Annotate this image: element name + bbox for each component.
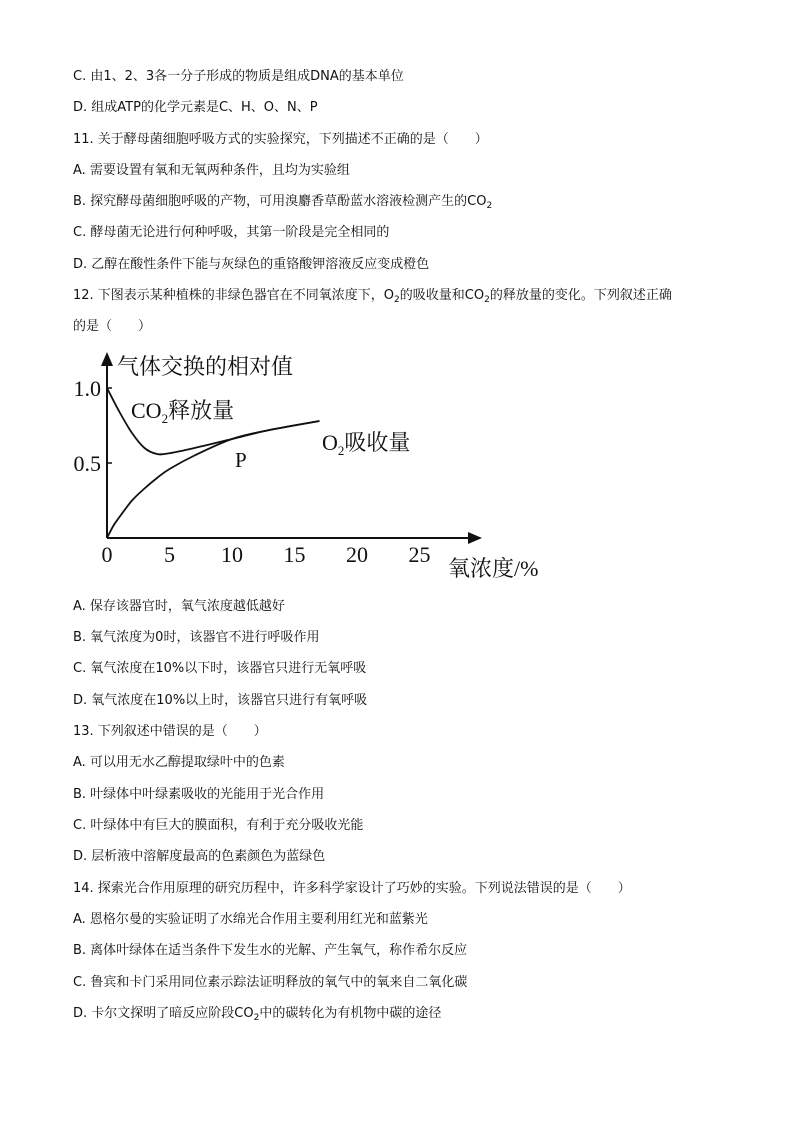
line-text: C. 由1、2、3各一分子形成的物质是组成DNA的基本单位 — [73, 69, 404, 84]
text-line-l8 — [73, 287, 672, 309]
line-text: A. 需要设置有氧和无氧两种条件，且均为实验组 — [73, 163, 350, 178]
text-line-l16 — [73, 786, 324, 804]
line-text: C. 酵母菌无论进行何种呼吸，其第一阶段是完全相同的 — [73, 225, 390, 240]
text-line-l2 — [73, 99, 318, 117]
line-text: A. 可以用无水乙醇提取绿叶中的色素 — [73, 755, 285, 770]
text-line-l10 — [73, 598, 285, 616]
line-text: C. 叶绿体中有巨大的膜面积，有利于充分吸收光能 — [73, 818, 364, 833]
x-tick-label: 25 — [408, 542, 431, 567]
line-text: D. 氧气浓度在10%以上时，该器官只进行有氧呼吸 — [73, 693, 368, 708]
text-line-l15 — [73, 754, 285, 772]
line-text: 中的碳转化为有机物中碳的途径 — [259, 1006, 442, 1021]
text-line-l13 — [73, 692, 367, 710]
o2-uptake-curve — [107, 421, 320, 538]
line-text: C. 鲁宾和卡门采用同位素示踪法证明释放的氧气中的氧来自二氧化碳 — [73, 975, 468, 990]
x-tick-label: 0 — [101, 542, 113, 567]
line-text: 的是（ ） — [73, 319, 152, 334]
line-text: 11. 关于酵母菌细胞呼吸方式的实验探究，下列描述不正确的是（ ） — [73, 132, 488, 147]
x-axis-arrow — [468, 532, 482, 544]
subscript: 2 — [484, 295, 490, 305]
subscript: 2 — [394, 295, 400, 305]
line-text: 12. 下图表示某种植株的非绿色器官在不同氧浓度下，O — [73, 288, 395, 303]
x-axis-label: 氧浓度/% — [448, 556, 539, 581]
text-line-l3 — [73, 131, 488, 149]
line-text: D. 层析液中溶解度最高的色素颜色为蓝绿色 — [73, 849, 326, 864]
line-text: A. 恩格尔曼的实验证明了水绵光合作用主要利用红光和蓝紫光 — [73, 912, 428, 927]
y-axis-label: 气体交换的相对值 — [117, 354, 294, 379]
line-text: D. 组成ATP的化学元素是C、H、O、N、P — [73, 100, 318, 115]
line-text: A. 保存该器官时，氧气浓度越低越好 — [73, 599, 285, 614]
text-line-l12 — [73, 660, 366, 678]
text-line-l14 — [73, 723, 267, 741]
subscript: 2 — [253, 1013, 260, 1023]
line-text: B. 氧气浓度为0时，该器官不进行呼吸作用 — [73, 630, 320, 645]
text-line-l5 — [73, 193, 492, 215]
text-line-l19 — [73, 880, 631, 898]
co2-release-label: $CO_2$释放量 — [131, 398, 235, 426]
text-line-l20 — [73, 911, 428, 929]
text-line-l1 — [73, 68, 404, 86]
gas-exchange-chart — [64, 346, 564, 586]
text-line-l22 — [73, 974, 467, 992]
line-text: 的吸收量和CO — [399, 288, 485, 303]
line-text: 13. 下列叙述中错误的是（ ） — [73, 724, 267, 739]
x-tick-label: 5 — [164, 542, 175, 567]
line-text: C. 氧气浓度在10%以下时，该器官只进行无氧呼吸 — [73, 661, 367, 676]
line-text: B. 离体叶绿体在适当条件下发生水的光解、产生氧气，称作希尔反应 — [73, 943, 468, 958]
text-line-l4 — [73, 162, 350, 180]
text-line-l23 — [73, 1005, 441, 1027]
line-text: D. 卡尔文探明了暗反应阶段CO — [73, 1006, 254, 1021]
x-tick-label: 10 — [221, 542, 243, 567]
subscript: 2 — [486, 201, 493, 211]
x-tick-label: 15 — [283, 542, 306, 567]
text-line-l18 — [73, 848, 325, 866]
y-tick-label: 0.5 — [73, 451, 101, 476]
text-line-l17 — [73, 817, 363, 835]
text-line-l9 — [73, 318, 151, 336]
line-text: B. 探究酵母菌细胞呼吸的产物，可用溴麝香草酚蓝水溶液检测产生的CO — [73, 194, 487, 209]
y-axis-arrow — [101, 352, 113, 366]
text-line-l7 — [73, 256, 429, 274]
point-p-label: P — [235, 448, 247, 472]
text-line-l11 — [73, 629, 319, 647]
o2-uptake-label: $O_2$吸收量 — [322, 430, 411, 458]
line-text: 的释放量的变化。下列叙述正确 — [489, 288, 672, 303]
line-text: 14. 探索光合作用原理的研究历程中，许多科学家设计了巧妙的实验。下列说法错误的是（ ） — [73, 881, 631, 896]
x-tick-label: 20 — [346, 542, 368, 567]
text-line-l6 — [73, 224, 389, 242]
y-tick-label: 1.0 — [73, 376, 101, 401]
text-line-l21 — [73, 942, 467, 960]
line-text: B. 叶绿体中叶绿素吸收的光能用于光合作用 — [73, 787, 325, 802]
line-text: D. 乙醇在酸性条件下能与灰绿色的重铬酸钾溶液反应变成橙色 — [73, 257, 430, 272]
